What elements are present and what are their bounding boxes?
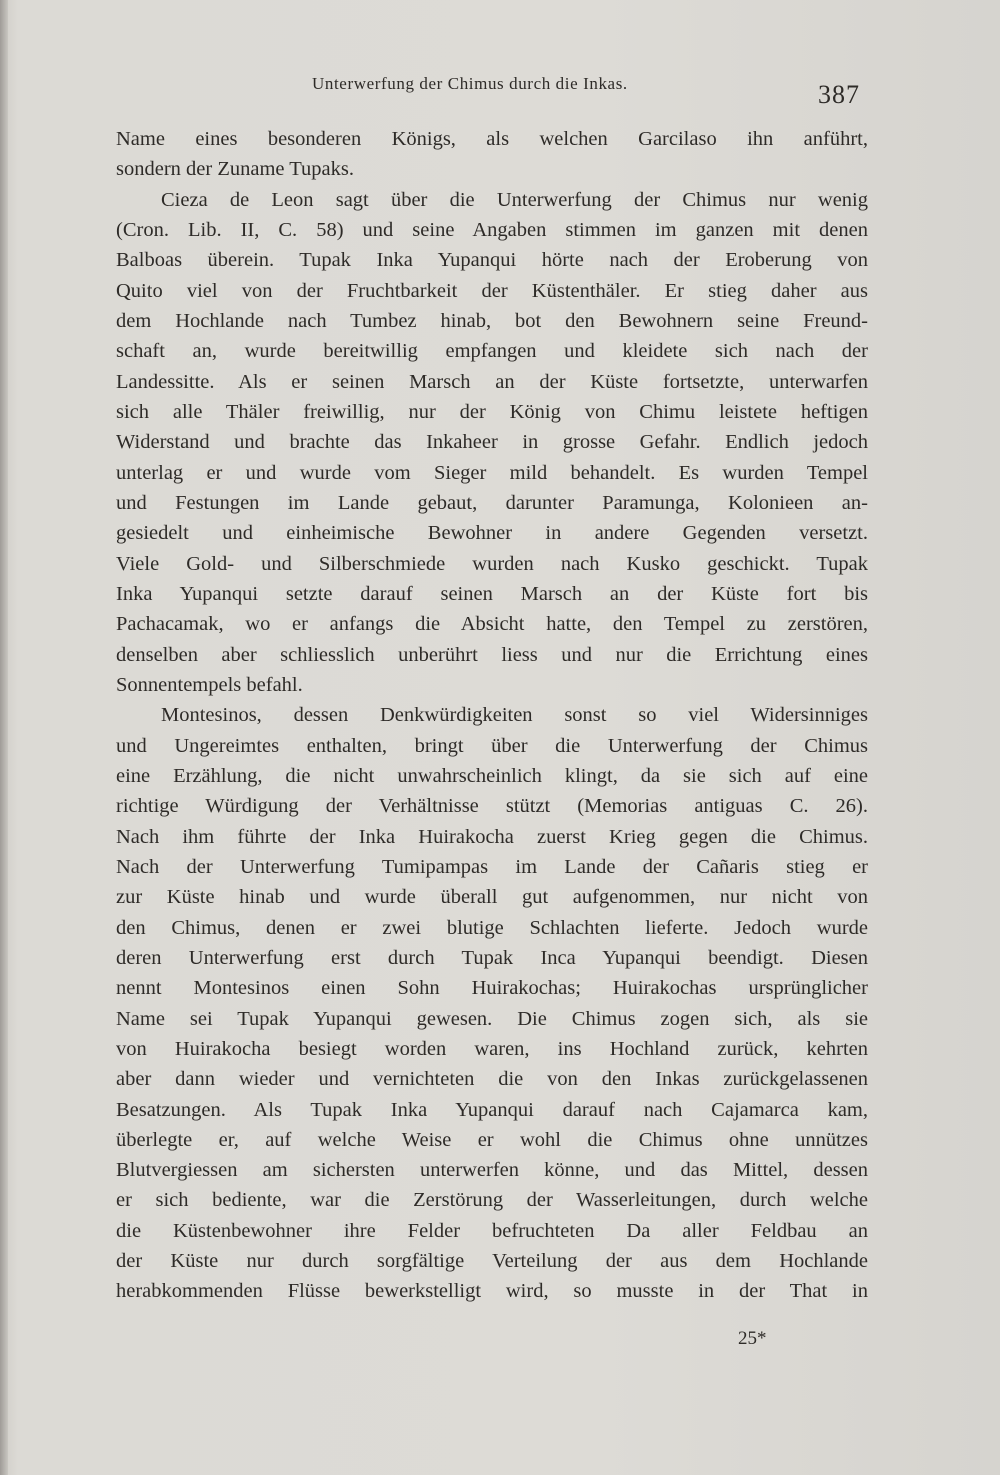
text-line: Widerstand und brachte das Inkaheer in grosse Gefahr. Endlich jedoch <box>116 431 868 454</box>
text-line: richtige Würdigung der Verhältnisse stützt (Memorias antiguas C. 26). <box>116 795 868 818</box>
text-line: dem Hochlande nach Tumbez hinab, bot den Bewohnern seine Freund- <box>116 309 868 332</box>
text-line: aber dann wieder und vernichteten die von den Inkas zurückgelassenen <box>116 1068 868 1091</box>
page-edge-shadow <box>0 0 8 1475</box>
text-line: unterlag er und wurde vom Sieger mild behandelt. Es wurden Tempel <box>116 461 868 484</box>
text-line: gesiedelt und einheimische Bewohner in andere Gegenden versetzt. <box>116 522 868 545</box>
signature-mark: 25* <box>738 1328 767 1349</box>
text-line: sondern der Zuname Tupaks. <box>116 158 355 181</box>
text-line: Cieza de Leon sagt über die Unterwerfung der Chimus nur wenig <box>161 188 868 211</box>
running-title: Unterwerfung der Chimus durch die Inkas. <box>312 74 628 93</box>
text-line: Balboas überein. Tupak Inka Yupanqui hörte nach der Eroberung von <box>116 249 868 272</box>
text-line: die Küstenbewohner ihre Felder befruchteten Da aller Feldbau an <box>116 1219 868 1242</box>
body-text <box>116 124 868 1307</box>
text-line: Quito viel von der Fruchtbarkeit der Küstenthäler. Er stieg daher aus <box>116 279 868 302</box>
text-line: Nach ihm führte der Inka Huirakocha zuerst Krieg gegen die Chimus. <box>116 825 868 848</box>
text-line: Inka Yupanqui setzte darauf seinen Marsch an der Küste fort bis <box>116 582 868 605</box>
text-line: den Chimus, denen er zwei blutige Schlachten lieferte. Jedoch wurde <box>116 916 868 939</box>
page-number: 387 <box>818 80 860 109</box>
text-line: Viele Gold- und Silberschmiede wurden nach Kusko geschickt. Tupak <box>116 552 868 575</box>
text-line: er sich bediente, war die Zerstörung der Wasserleitungen, durch welche <box>116 1189 868 1212</box>
text-line: herabkommenden Flüsse bewerkstelligt wird, so musste in der That in <box>116 1280 868 1303</box>
text-line: Sonnentempels befahl. <box>116 673 303 696</box>
text-line: sich alle Thäler freiwillig, nur der König von Chimu leistete heftigen <box>116 400 868 423</box>
text-line: (Cron. Lib. II, C. 58) und seine Angaben stimmen im ganzen mit denen <box>116 218 868 241</box>
text-line: Montesinos, dessen Denkwürdigkeiten sonst so viel Widersinniges <box>161 704 868 727</box>
text-line: deren Unterwerfung erst durch Tupak Inca Yupanqui beendigt. Diesen <box>116 946 868 969</box>
text-line: Besatzungen. Als Tupak Inka Yupanqui darauf nach Cajamarca kam, <box>116 1098 868 1121</box>
text-line: Pachacamak, wo er anfangs die Absicht hatte, den Tempel zu zerstören, <box>116 613 868 636</box>
text-line: Name sei Tupak Yupanqui gewesen. Die Chimus zogen sich, als sie <box>116 1007 868 1030</box>
text-line: der Küste nur durch sorgfältige Verteilung der aus dem Hochlande <box>116 1250 868 1273</box>
text-line: nennt Montesinos einen Sohn Huirakochas; Huirakochas ursprünglicher <box>116 977 868 1000</box>
text-line: und Ungereimtes enthalten, bringt über die Unterwerfung der Chimus <box>116 734 868 757</box>
text-line: Nach der Unterwerfung Tumipampas im Lande der Cañaris stieg er <box>116 855 868 878</box>
text-line: Landessitte. Als er seinen Marsch an der Küste fortsetzte, unterwarfen <box>116 370 868 393</box>
text-line: Name eines besonderen Königs, als welchen Garcilaso ihn anführt, <box>116 128 868 150</box>
text-line: schaft an, wurde bereitwillig empfangen und kleidete sich nach der <box>116 340 868 363</box>
text-line: und Festungen im Lande gebaut, darunter Paramunga, Kolonieen an- <box>116 491 868 514</box>
text-line: zur Küste hinab und wurde überall gut aufgenommen, nur nicht von <box>116 886 868 909</box>
text-line: eine Erzählung, die nicht unwahrscheinlich klingt, da sie sich auf eine <box>116 764 868 787</box>
text-line: Blutvergiessen am sichersten unterwerfen könne, und das Mittel, dessen <box>116 1159 868 1182</box>
text-line: denselben aber schliesslich unberührt liess und nur die Errichtung eines <box>116 643 868 666</box>
text-line: überlegte er, auf welche Weise er wohl die Chimus ohne unnützes <box>116 1128 868 1151</box>
text-line: von Huirakocha besiegt worden waren, ins Hochland zurück, kehrten <box>116 1037 868 1060</box>
